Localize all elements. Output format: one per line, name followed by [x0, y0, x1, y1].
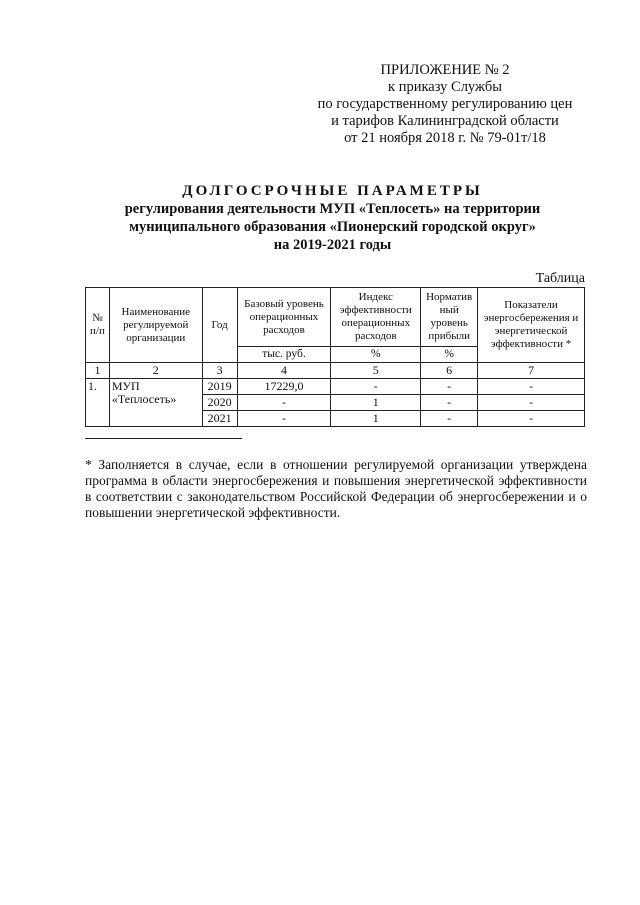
header-organization: Наименование регулируемой организации — [109, 288, 202, 363]
title-subtitle-2: муниципального образования «Пионерский городской округ» — [129, 219, 536, 235]
header-energy-indicators: Показатели энергосбережения и энергетической эффективности * — [478, 288, 585, 363]
column-number: 6 — [421, 363, 478, 379]
column-number: 1 — [86, 363, 110, 379]
document-title — [80, 182, 585, 254]
profit-level-cell: - — [421, 411, 478, 427]
base-level-cell: - — [237, 395, 331, 411]
header-profit-level: Норматив ный уровень прибыли — [421, 288, 478, 347]
parameters-table — [85, 287, 585, 427]
year-cell: 2021 — [202, 411, 237, 427]
profit-level-cell: - — [421, 395, 478, 411]
appendix-line-region: и тарифов Калининградской области — [331, 113, 559, 129]
footnote: * Заполняется в случае, если в отношении регулируемой организации утверждена программа в области энергосбережения и повышения энергетической эффективности в соответствии с законодательством Российской Федерации об энергосбережении и о повышении энергетической эффективности. — [85, 457, 587, 520]
header-base-level: Базовый уровень операционных расходов — [237, 288, 331, 347]
table-caption: Таблица — [535, 271, 585, 286]
column-number: 2 — [109, 363, 202, 379]
efficiency-index-cell: 1 — [331, 395, 421, 411]
year-cell: 2020 — [202, 395, 237, 411]
appendix-header — [300, 62, 590, 147]
appendix-line-date: от 21 ноября 2018 г. № 79-01т/18 — [344, 130, 546, 146]
title-subtitle-1: регулирования деятельности МУП «Теплосеть» на территории — [124, 201, 541, 217]
appendix-line-order: к приказу Службы — [388, 79, 502, 95]
appendix-line-service: по государственному регулированию цен — [317, 96, 573, 112]
efficiency-index-cell: 1 — [331, 411, 421, 427]
header-year: Год — [202, 288, 237, 363]
column-number: 3 — [202, 363, 237, 379]
energy-indicator-cell: - — [478, 395, 585, 411]
table-column-numbers-row — [86, 363, 585, 379]
header-efficiency-index: Индекс эффективности операционных расходов — [331, 288, 421, 347]
column-number: 4 — [237, 363, 331, 379]
base-level-cell: - — [237, 411, 331, 427]
title-subtitle-3: на 2019-2021 годы — [273, 237, 392, 253]
column-number: 5 — [331, 363, 421, 379]
energy-indicator-cell: - — [478, 411, 585, 427]
footnote-divider — [85, 438, 242, 439]
profit-level-cell: - — [421, 379, 478, 395]
energy-indicator-cell: - — [478, 379, 585, 395]
organization-name: МУП «Теплосеть» — [109, 379, 202, 427]
unit-efficiency-index: % — [331, 347, 421, 363]
table-row — [86, 379, 585, 395]
year-cell: 2019 — [202, 379, 237, 395]
row-number: 1. — [86, 379, 110, 427]
table-header-row — [86, 288, 585, 347]
title-main: ДОЛГОСРОЧНЫЕ ПАРАМЕТРЫ — [182, 183, 483, 199]
appendix-title: ПРИЛОЖЕНИЕ № 2 — [380, 62, 510, 78]
unit-profit-level: % — [421, 347, 478, 363]
header-number: № п/п — [86, 288, 110, 363]
efficiency-index-cell: - — [331, 379, 421, 395]
base-level-cell: 17229,0 — [237, 379, 331, 395]
column-number: 7 — [478, 363, 585, 379]
unit-base-level: тыс. руб. — [237, 347, 331, 363]
